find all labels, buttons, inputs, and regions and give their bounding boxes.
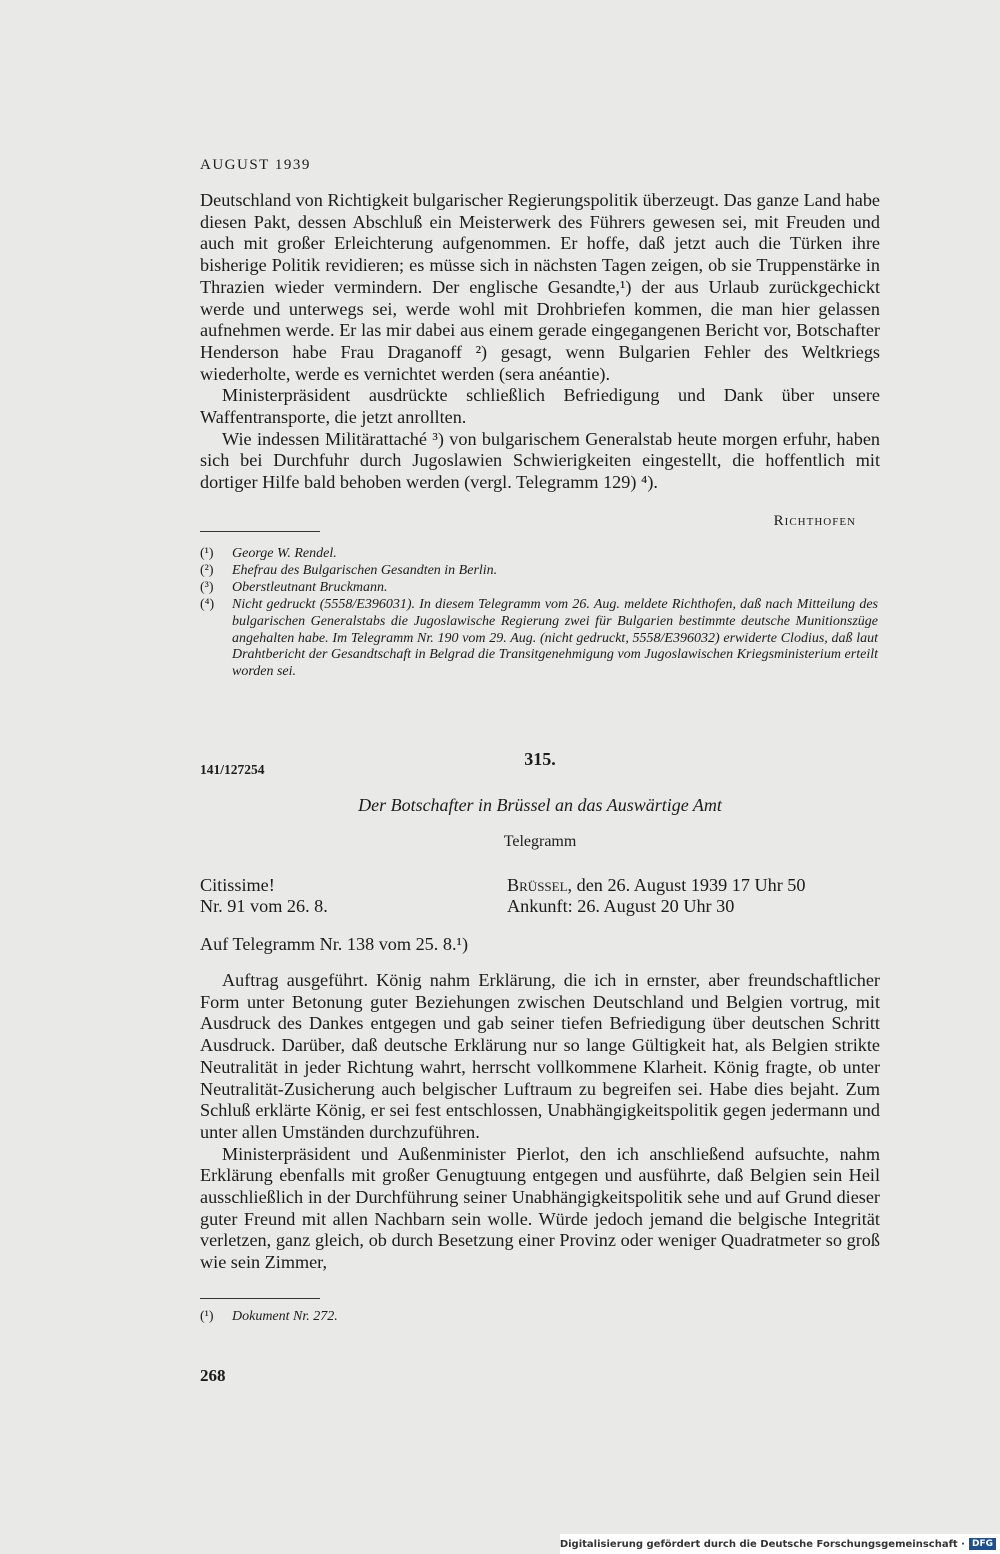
- main-text-block: [200, 970, 880, 1274]
- paragraph-3: Wie indessen Militärattaché ³) von bulgarischem Generalstab heute morgen erfuhr, haben sich bei Durchfuhr durch Jugoslawien Schwierigkeiten eingestellt, die hoffentlich mit dortiger Hilfe bald behoben werden (vergl. Telegramm 129) ⁴).: [200, 428, 880, 493]
- footnote-rule-bottom: [200, 1298, 320, 1299]
- footnote-number: (¹): [200, 546, 214, 561]
- footnote-number: (²): [200, 562, 214, 578]
- dispatch-city: Brüssel: [507, 875, 568, 895]
- priority-label: Citissime!: [200, 875, 275, 895]
- signature: Richthofen: [773, 513, 856, 529]
- footnote-text: Ehefrau des Bulgarischen Gesandten in Berlin.: [232, 562, 498, 578]
- paragraph-2: Ministerpräsident ausdrückte schließlich Befriedigung und Dank über unsere Waffentransporte, die jetzt anrollten.: [200, 385, 880, 428]
- footnote-number: (¹): [200, 1309, 214, 1324]
- telegram-header-left: [200, 875, 328, 917]
- footnotes-top: [200, 546, 878, 681]
- footnote-text: Dokument Nr. 272.: [232, 1309, 338, 1324]
- paragraph-5: Ministerpräsident und Außenminister Pierlot, den ich anschließend aufsuchte, nahm Erklärung ebenfalls mit großer Genugtuung entgegen und ausführte, daß Belgien sein Heil ausschließlich in der Durchführung seiner Unabhängigkeitspolitik sehe und auf Grund dieser guter Freund mit allen Nachbarn sein wolle. Würde jedoch jemand die belgische Integrität verletzen, ganz gleich, ob durch Besetzung einer Provinz oder weniger Quadratmeter so groß wie sein Zimmer,: [200, 1143, 880, 1273]
- footnote-3: [200, 580, 878, 597]
- footer-text: Digitalisierung gefördert durch die Deutsche Forschungsgemeinschaft ·: [559, 1538, 965, 1550]
- document-type: Telegramm: [503, 833, 577, 850]
- footnote-5: [200, 1309, 878, 1326]
- file-number: 141/127254: [200, 762, 265, 777]
- footnote-4: [200, 597, 878, 682]
- document-title: Der Botschafter in Brüssel an das Auswärtige Amt: [358, 795, 722, 815]
- page-number: 268: [200, 1366, 226, 1385]
- footnote-text: Oberstleutnant Bruckmann.: [232, 579, 388, 595]
- footnotes-bottom: [200, 1309, 878, 1326]
- footnote-2: [200, 563, 878, 580]
- footnote-text: George W. Rendel.: [232, 546, 337, 561]
- footnote-text: Nicht gedruckt (5558/E396031). In diesem Telegramm vom 26. Aug. meldete Richthofen, daß nach Mitteilung des bulgarischen Generalstabs die Jugoslawische Regierung zwei für Bulgarien bestimmte deutsche Munitionszüge angehalten habe. Im Telegramm Nr. 190 vom 29. Aug. (nicht gedruckt, 5558/E396032) erwiderte Clodius, daß laut Drahtbericht der Gesandtschaft in Belgrad die Transitgenehmigung vom Jugoslawischen Kriegsministerium erteilt worden sei.: [232, 596, 878, 680]
- paragraph-4: Auftrag ausgeführt. König nahm Erklärung, die ich in ernster, aber freundschaftlicher Form unter Betonung guter Beziehungen zwischen Deutschland und Belgien vortrug, mit Ausdruck des Dankes entgegen und gab seiner tiefen Befriedigung über deutschen Schritt Ausdruck. Darüber, daß deutsche Erklärung nur so lange Gültigkeit hat, als Belgien strikte Neutralität in jeder Richtung wahrt, herrscht vollkommene Klarheit. König fragte, ob unter Neutralität-Zusicherung auch belgischer Luftraum zu begreifen sei. Habe dies bejaht. Zum Schluß erklärte König, er sei fest entschlossen, Unabhängigkeitspolitik gegen jedermann und unter allen Umständen durchzuführen.: [200, 970, 880, 1142]
- footnote-number: (³): [200, 579, 214, 595]
- footnote-number: (⁴): [200, 596, 215, 612]
- arrival-line: Ankunft: 26. August 20 Uhr 30: [507, 896, 735, 916]
- dfg-logo: DFG: [969, 1538, 996, 1550]
- document-number: 315.: [524, 749, 556, 769]
- telegram-reference: Auf Telegramm Nr. 138 vom 25. 8.¹): [200, 934, 469, 954]
- telegram-header-right: [507, 875, 806, 917]
- top-text-block: [200, 190, 880, 494]
- paragraph-1: Deutschland von Richtigkeit bulgarischer Regierungspolitik überzeugt. Das ganze Land habe diesen Pakt, dessen Abschluß ein Meisterwerk des Führers gewesen sei, mit Freuden und auch mit großer Erleichterung aufgenommen. Er hoffe, daß jetzt auch die Türken ihre bisherige Politik revidieren; es müsse sich in nächsten Tagen zeigen, ob sie Truppenstärke in Thrazien wieder vermindern. Der englische Gesandte,¹) der aus Urlaub zurückgechickt werde und unterwegs sei, werde wohl mit Drohbriefen kommen, die man hier gelassen aufnehmen werde. Er las mir dabei aus einem gerade eingegangenen Bericht vor, Botschafter Henderson habe Frau Draganoff ²) gesagt, wenn Bulgarien Fehler des Weltkriegs wiederholte, werde es vernichtet werden (sera anéantie).: [200, 190, 880, 384]
- dispatch-date: , den 26. August 1939 17 Uhr 50: [567, 875, 806, 895]
- telegram-number: Nr. 91 vom 26. 8.: [200, 896, 328, 916]
- running-head: AUGUST 1939: [200, 157, 311, 173]
- digitization-footer: [560, 1534, 1000, 1554]
- footnote-rule-top: [200, 531, 320, 532]
- dispatch-line: [507, 875, 806, 896]
- footnote-1: [200, 546, 878, 563]
